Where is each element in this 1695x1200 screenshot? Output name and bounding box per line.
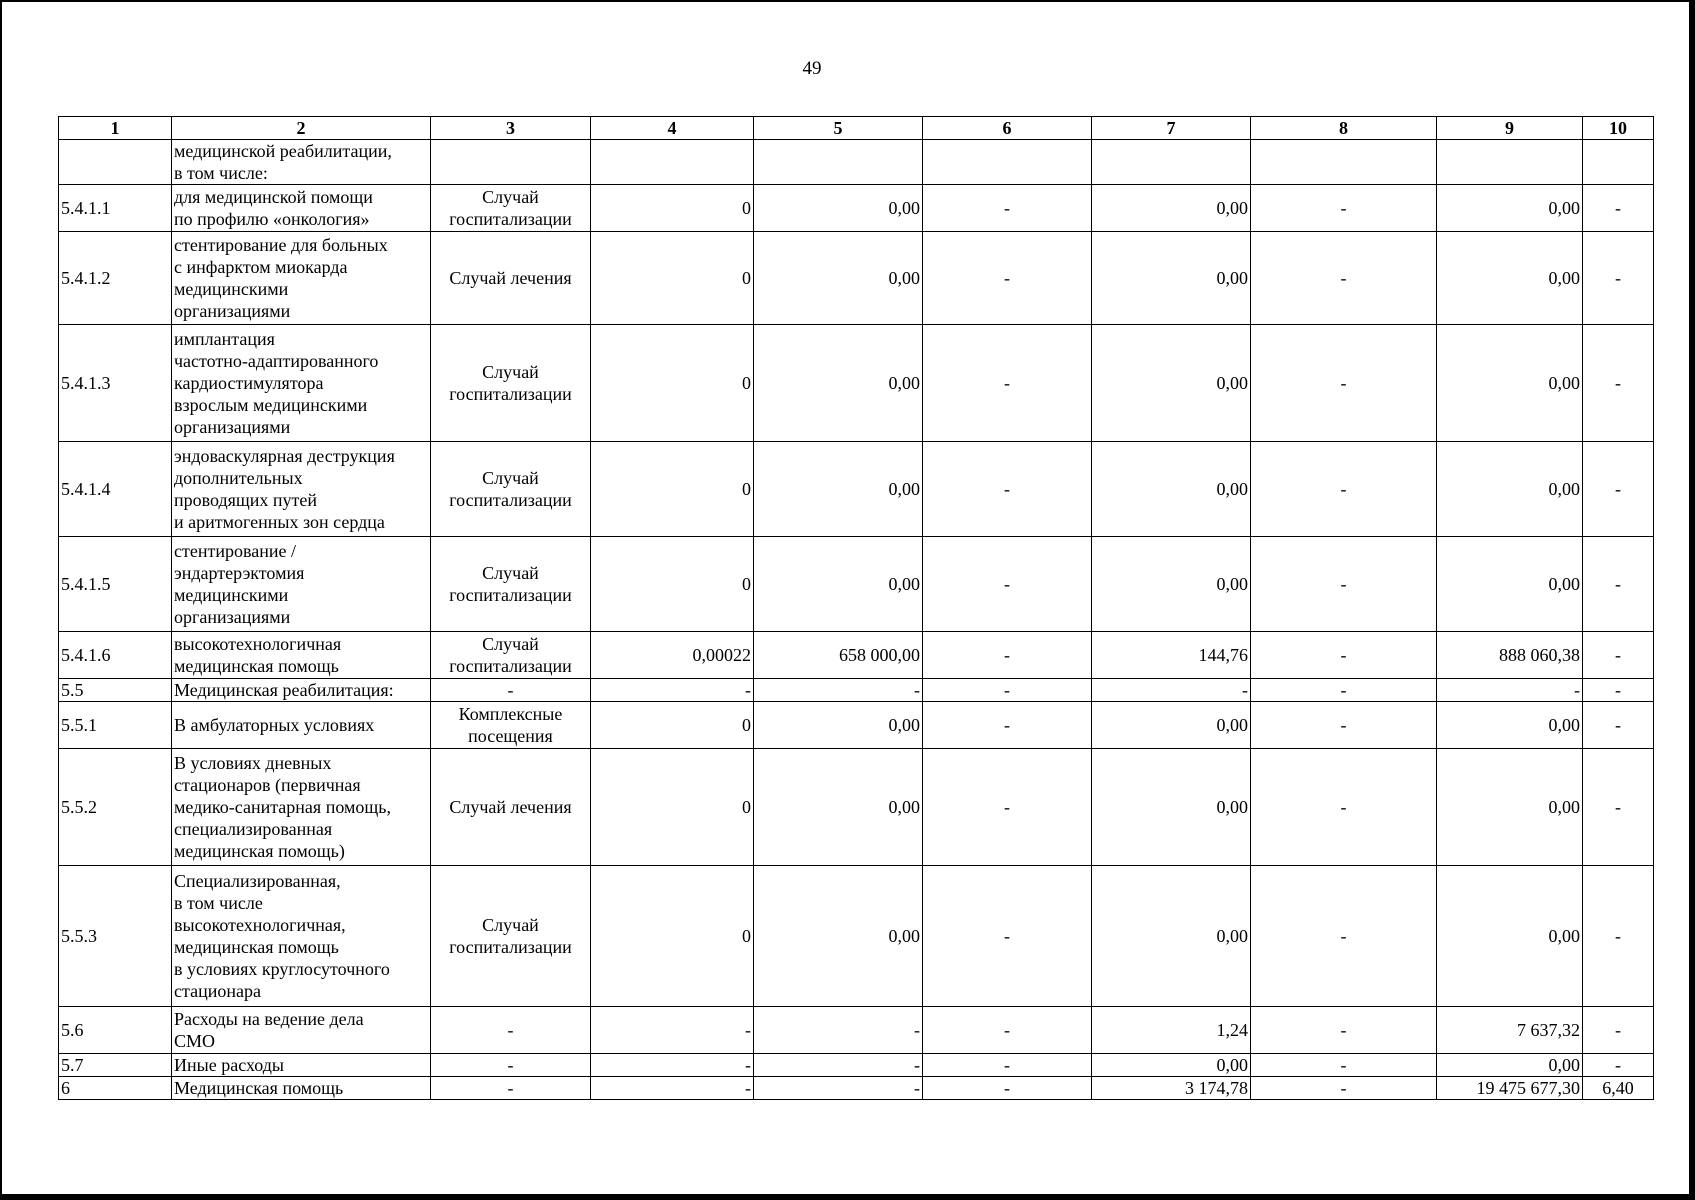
cell-c4: 0 [591,232,754,325]
cell-c9: 0,00 [1437,185,1583,232]
cell-c10: 6,40 [1583,1077,1654,1100]
cell-c5: 0,00 [754,749,923,866]
cell-c4: - [591,1077,754,1100]
cell-c5: - [754,1054,923,1077]
cell-c9: 0,00 [1437,1054,1583,1077]
cell-name: высокотехнологичная медицинская помощь [172,632,431,679]
table-row [59,140,1654,185]
cell-c5: - [754,679,923,702]
column-header: 5 [754,117,923,140]
cell-c6: - [923,866,1092,1007]
cell-num: 5.5 [59,679,172,702]
cell-c7: 0,00 [1092,442,1251,537]
cell-c5: 0,00 [754,537,923,632]
cell-c7: 0,00 [1092,749,1251,866]
cell-name: Иные расходы [172,1054,431,1077]
cell-c6: - [923,749,1092,866]
column-header: 6 [923,117,1092,140]
cell-c5: 0,00 [754,866,923,1007]
cell-c8: - [1251,1054,1437,1077]
cell-name: В условиях дневных стационаров (первичная медико-санитарная помощь, специализированная медицинская помощь) [172,749,431,866]
cell-c10: - [1583,632,1654,679]
cell-c7: 0,00 [1092,866,1251,1007]
cell-num: 5.4.1.4 [59,442,172,537]
column-header: 7 [1092,117,1251,140]
cell-c8: - [1251,1077,1437,1100]
cell-unit: Случай госпитализации [431,537,591,632]
cell-num: 5.5.2 [59,749,172,866]
cell-num: 6 [59,1077,172,1100]
header-row [59,117,1654,140]
cell-c10: - [1583,1007,1654,1054]
cell-c9: 0,00 [1437,866,1583,1007]
table-row [59,325,1654,442]
cell-unit: Случай госпитализации [431,185,591,232]
table-row [59,185,1654,232]
cell-c9: - [1437,679,1583,702]
cell-c4: 0,00022 [591,632,754,679]
cell-c6: - [923,702,1092,749]
cell-c7: 0,00 [1092,325,1251,442]
column-header: 10 [1583,117,1654,140]
cell-c5: 0,00 [754,442,923,537]
table-row [59,442,1654,537]
cell-c4: 0 [591,702,754,749]
cell-name: стентирование / эндартерэктомия медицинскими организациями [172,537,431,632]
cell-c4: 0 [591,749,754,866]
table-row [59,679,1654,702]
cell-c9: 888 060,38 [1437,632,1583,679]
cell-c7: 0,00 [1092,537,1251,632]
cell-name: имплантация частотно-адаптированного кардиостимулятора взрослым медицинскими организациями [172,325,431,442]
cell-c4 [591,140,754,185]
cell-c10 [1583,140,1654,185]
cell-c8: - [1251,185,1437,232]
cell-num: 5.5.1 [59,702,172,749]
cell-name: для медицинской помощи по профилю «онкология» [172,185,431,232]
cell-c8: - [1251,1007,1437,1054]
cell-c9 [1437,140,1583,185]
cell-c6 [923,140,1092,185]
cell-unit: - [431,679,591,702]
cell-c9: 7 637,32 [1437,1007,1583,1054]
cell-c10: - [1583,325,1654,442]
table-row [59,866,1654,1007]
cell-c5: 0,00 [754,232,923,325]
cell-c4: 0 [591,325,754,442]
cell-c8 [1251,140,1437,185]
cell-c9: 19 475 677,30 [1437,1077,1583,1100]
table-row [59,232,1654,325]
cell-num: 5.4.1.1 [59,185,172,232]
cell-c5: 0,00 [754,185,923,232]
cell-c6: - [923,442,1092,537]
table-row [59,702,1654,749]
cell-c8: - [1251,537,1437,632]
cell-c8: - [1251,679,1437,702]
cell-unit: Случай госпитализации [431,632,591,679]
cell-unit: Случай госпитализации [431,866,591,1007]
cell-unit: - [431,1054,591,1077]
cell-c8: - [1251,442,1437,537]
cell-c8: - [1251,232,1437,325]
cell-c9: 0,00 [1437,537,1583,632]
cell-name: эндоваскулярная деструкция дополнительных проводящих путей и аритмогенных зон сердца [172,442,431,537]
cell-c9: 0,00 [1437,232,1583,325]
cell-num: 5.5.3 [59,866,172,1007]
cell-c4: - [591,1007,754,1054]
cell-c5: 0,00 [754,325,923,442]
cell-c6: - [923,1077,1092,1100]
cell-c10: - [1583,232,1654,325]
cell-c7: 1,24 [1092,1007,1251,1054]
cell-unit: Случай госпитализации [431,325,591,442]
cell-unit: Случай лечения [431,749,591,866]
column-header: 9 [1437,117,1583,140]
table-row [59,1054,1654,1077]
cell-c6: - [923,537,1092,632]
table-row [59,537,1654,632]
cell-c6: - [923,232,1092,325]
cell-num: 5.7 [59,1054,172,1077]
cell-unit: Комплексные посещения [431,702,591,749]
cell-c6: - [923,325,1092,442]
cell-num: 5.6 [59,1007,172,1054]
cell-c6: - [923,632,1092,679]
cell-name: В амбулаторных условиях [172,702,431,749]
cell-c7: 0,00 [1092,232,1251,325]
cell-name: Специализированная, в том числе высокотехнологичная, медицинская помощь в условиях круглосуточного стационара [172,866,431,1007]
cell-c6: - [923,185,1092,232]
data-table [58,116,1654,1100]
cell-num: 5.4.1.5 [59,537,172,632]
column-header: 1 [59,117,172,140]
table-row [59,1007,1654,1054]
cell-unit: - [431,1077,591,1100]
cell-c6: - [923,1054,1092,1077]
column-header: 3 [431,117,591,140]
cell-name: Медицинская реабилитация: [172,679,431,702]
cell-c6: - [923,679,1092,702]
cell-num: 5.4.1.2 [59,232,172,325]
cell-c4: 0 [591,866,754,1007]
cell-unit: - [431,1007,591,1054]
cell-c4: 0 [591,537,754,632]
cell-c7: 0,00 [1092,185,1251,232]
cell-name: стентирование для больных с инфарктом миокарда медицинскими организациями [172,232,431,325]
column-header: 2 [172,117,431,140]
page-number: 49 [802,58,822,79]
cell-c8: - [1251,702,1437,749]
cell-c9: 0,00 [1437,749,1583,866]
cell-c10: - [1583,537,1654,632]
cell-c8: - [1251,866,1437,1007]
cell-num: 5.4.1.3 [59,325,172,442]
cell-c8: - [1251,632,1437,679]
cell-c7: 0,00 [1092,702,1251,749]
cell-c4: - [591,679,754,702]
cell-c7: 0,00 [1092,1054,1251,1077]
cell-c4: - [591,1054,754,1077]
cell-c4: 0 [591,442,754,537]
cell-c5 [754,140,923,185]
cell-unit [431,140,591,185]
cell-c10: - [1583,1054,1654,1077]
cell-name: Медицинская помощь [172,1077,431,1100]
cell-c10: - [1583,679,1654,702]
column-header: 4 [591,117,754,140]
cell-c5: 658 000,00 [754,632,923,679]
table-row [59,632,1654,679]
cell-c5: - [754,1007,923,1054]
cell-c4: 0 [591,185,754,232]
cell-num [59,140,172,185]
cell-c5: - [754,1077,923,1100]
cell-c8: - [1251,325,1437,442]
cell-num: 5.4.1.6 [59,632,172,679]
column-header: 8 [1251,117,1437,140]
cell-unit: Случай госпитализации [431,442,591,537]
cell-c7: - [1092,679,1251,702]
cell-c10: - [1583,749,1654,866]
cell-c10: - [1583,185,1654,232]
table-row [59,749,1654,866]
cell-c5: 0,00 [754,702,923,749]
cell-c10: - [1583,702,1654,749]
table-row [59,1077,1654,1100]
table-body [59,117,1654,1100]
cell-c9: 0,00 [1437,325,1583,442]
cell-c7: 3 174,78 [1092,1077,1251,1100]
cell-unit: Случай лечения [431,232,591,325]
cell-c6: - [923,1007,1092,1054]
cell-c10: - [1583,442,1654,537]
cell-c7: 144,76 [1092,632,1251,679]
cell-c10: - [1583,866,1654,1007]
cell-c8: - [1251,749,1437,866]
cell-c7 [1092,140,1251,185]
cell-c9: 0,00 [1437,442,1583,537]
cell-name: Расходы на ведение дела СМО [172,1007,431,1054]
cell-c9: 0,00 [1437,702,1583,749]
cell-name: медицинской реабилитации, в том числе: [172,140,431,185]
